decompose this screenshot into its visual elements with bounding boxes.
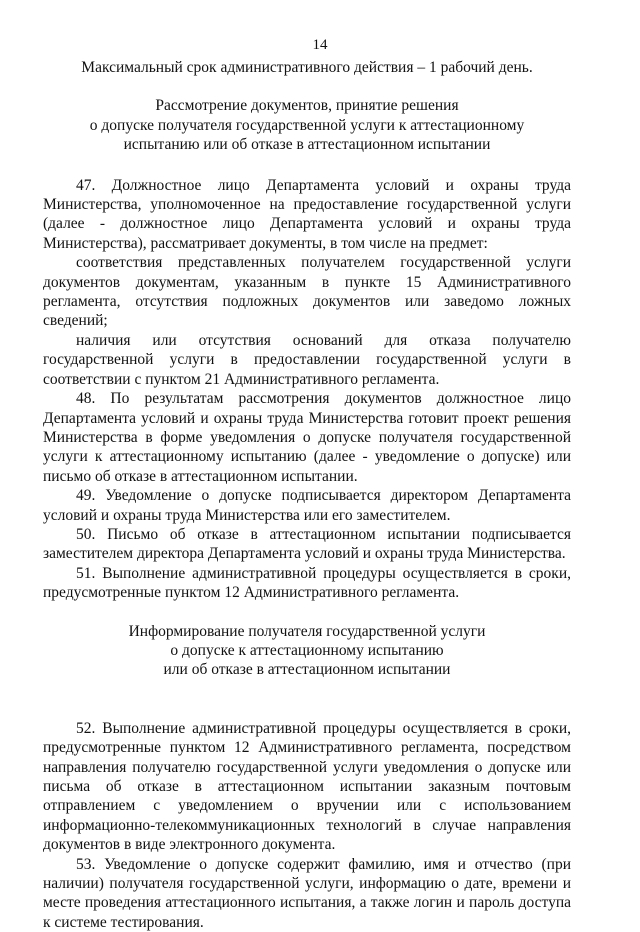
heading-line: Рассмотрение документов, принятие решения [155,97,459,115]
paragraph-47-item-b: наличия или отсутствия оснований для отказа получателю государственной услуги в предоставлении государственной услуги в соответствии с пунктом 21 Административного регламента. [43,331,571,388]
heading-line: испытанию или об отказе в аттестационном испытании [123,136,491,154]
paragraph-50: 50. Письмо об отказе в аттестационном испытании подписывается заместителем директора Департамента условий и охраны труда Министерства. [43,525,571,563]
paragraph-52: 52. Выполнение административной процедуры осуществляется в сроки, предусмотренные пунктом 12 Административного регламента, посредством направления получателю государственной услуги уведомления о допуске или письма об отказе в аттестационном испытании заказным почтовым отправлением с уведомлением о вручении или с использованием информационно-телекоммуникационных технологий в случае направления документов в виде электронного документа. [43,719,571,854]
section-heading-informing [43,622,571,680]
page-number: 14 [312,37,328,53]
heading-line: о допуске к аттестационному испытанию [170,641,444,659]
heading-line: или об отказе в аттестационном испытании [163,661,451,679]
paragraph-48: 48. По результатам рассмотрения документов должностное лицо Департамента условий и охраны труда Министерства готовит проект решения Министерства в форме уведомления о допуске получателя государственной услуги к аттестационному испытанию (далее - уведомление о допуске) или письмо об отказе в аттестационном испытании. [43,390,571,485]
paragraph-51: 51. Выполнение административной процедуры осуществляется в сроки, предусмотренные пунктом 12 Административного регламента. [43,564,571,602]
heading-line: о допуске получателя государственной услуги к аттестационному [89,116,525,134]
paragraph-47-item-a: соответствия представленных получателем государственной услуги документов документам, указанным в пункте 15 Административного регламента, отсутствия подложных документов или заведомо ложных сведений; [43,254,571,330]
deadline-line: Максимальный срок административного действия – 1 рабочий день. [81,59,533,76]
document-body [43,58,571,932]
section-heading-review [43,96,571,154]
paragraph-47: 47. Должностное лицо Департамента условий и охраны труда Министерства, уполномоченное на предоставление государственной услуги (далее - должностное лицо Департамента условий и охраны труда Министерства), рассматривает документы, в том числе на предмет: [43,176,571,252]
paragraph-49: 49. Уведомление о допуске подписывается директором Департамента условий и охраны труда Министерства или его заместителем. [43,487,571,524]
paragraph-53: 53. Уведомление о допуске содержит фамилию, имя и отчество (при наличии) получателя государственной услуги, информацию о дате, времени и месте проведения аттестационного испытания, а также логин и пароль доступа к системе тестирования. [43,855,571,931]
heading-line: Информирование получателя государственной услуги [128,622,486,640]
